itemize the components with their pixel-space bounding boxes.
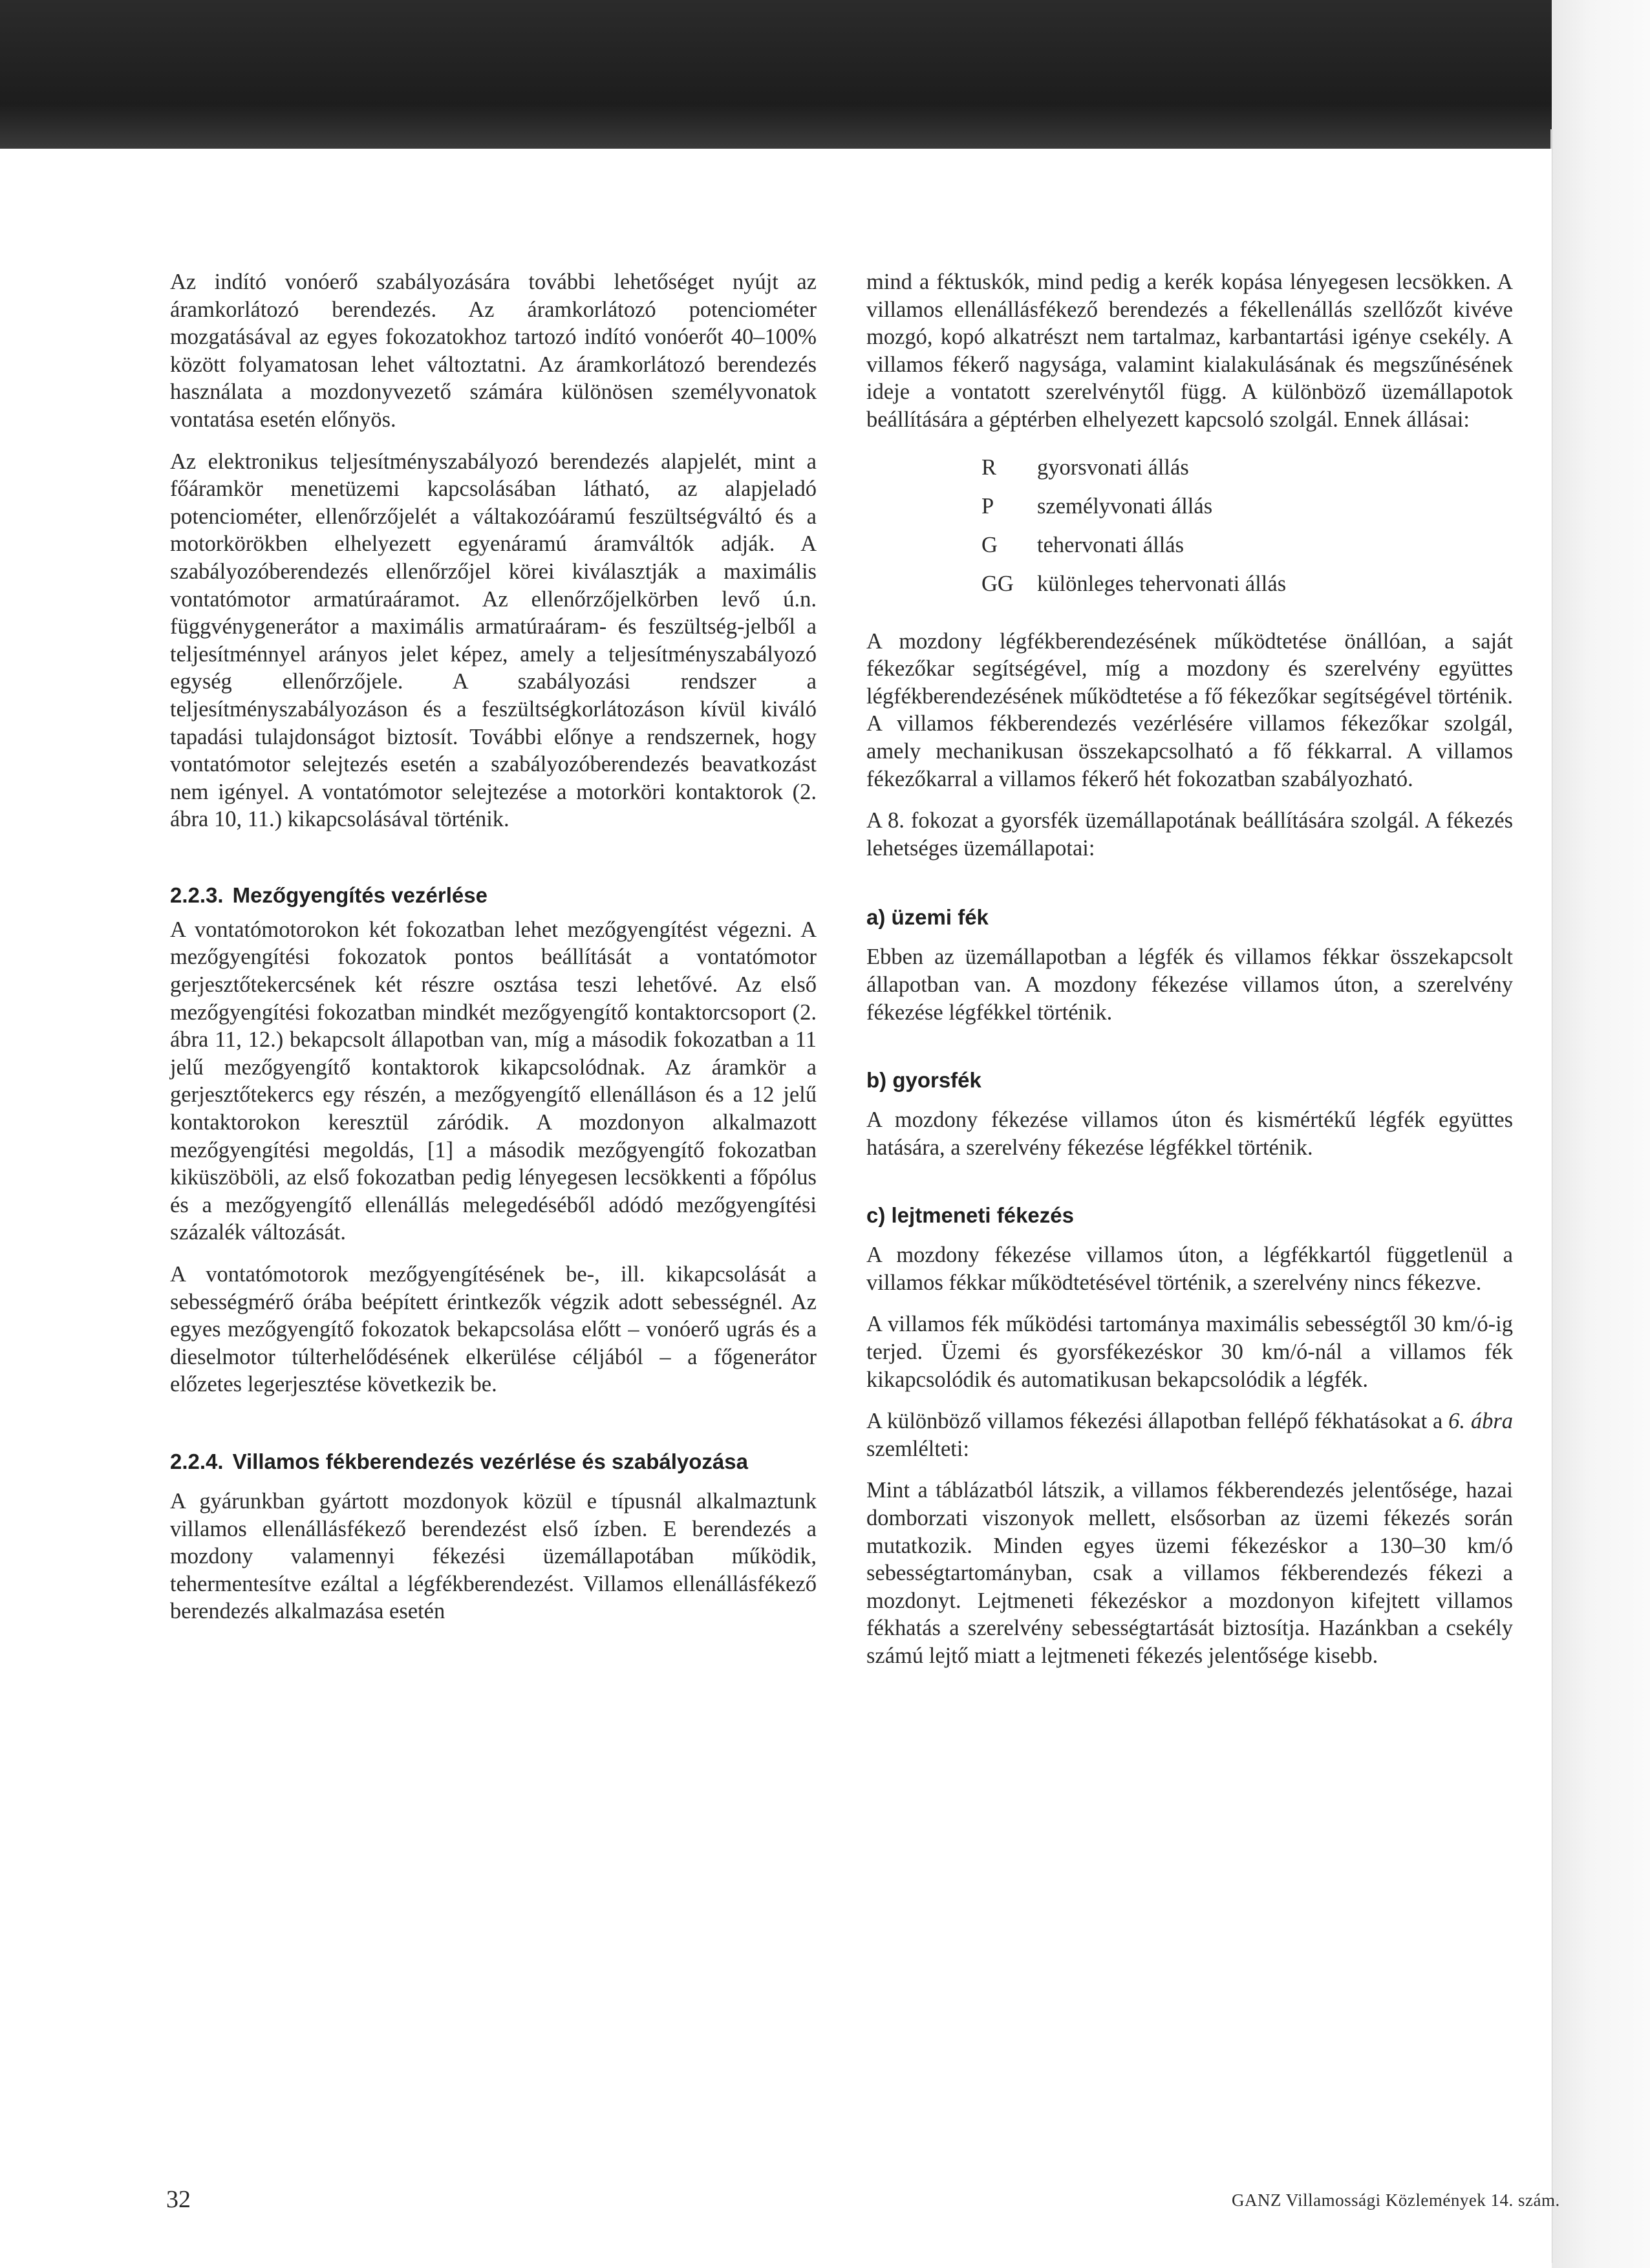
- section-heading-2-2-3: [170, 881, 817, 910]
- position-code: R: [981, 455, 997, 480]
- page-number: 32: [166, 2186, 191, 2213]
- list-item: [981, 487, 1513, 526]
- position-label: különleges tehervonati állás: [1037, 571, 1287, 596]
- publication-footer: GANZ Villamossági Közlemények 14. szám.: [1232, 2190, 1560, 2210]
- list-item: [981, 526, 1513, 564]
- figure-reference: 6. ábra: [1448, 1409, 1513, 1434]
- scan-dark-border-top: [0, 0, 1650, 149]
- paragraph: A mozdony légfékberendezésének működtetése önállóan, a saját fékezőkar segítségével, míg a mozdony és szerelvény együttes légfékberendezésének működtetése a fő fékezőkar segítségével történik. A villamos fékberendezés vezérlésére villamos fékezőkar szolgál, amely mechanikusan összekapcsolható a fő fékkarral. A villamos fékezőkarral a villamos fékerő hét fokozatban szabályozható.: [866, 628, 1513, 791]
- paragraph: A villamos fék működési tartománya maximális sebességtől 30 km/ó-ig terjed. Üzemi és gyorsfékezéskor 30 km/ó-nál a villamos fék kikapcsolódik és automatikusan bekapcsolódik a légfék.: [866, 1312, 1513, 1392]
- paragraph: A gyárunkban gyártott mozdonyok közül e típusnál alkalmaztunk villamos ellenállásfékező berendezést első ízben. E berendezés a mozdony valamennyi fékezési üzemállapotában működik, tehermentesítve ezáltal a légfékberendezést. Villamos ellenállásfékező berendezés alkalmazása esetén: [170, 1488, 817, 1624]
- subheading-lejtmeneti-fekezes: c) lejtmeneti fékezés: [866, 1203, 1074, 1228]
- left-column: [170, 268, 817, 1640]
- section-number: 2.2.3.: [170, 883, 224, 907]
- position-code: G: [981, 532, 998, 557]
- section-title: Mezőgyengítés vezérlése: [232, 883, 488, 907]
- paragraph: A 8. fokozat a gyorsfék üzemállapotának beállítására szolgál. A fékezés lehetséges üzemállapotai:: [866, 808, 1513, 861]
- section-title: Villamos fékberendezés vezérlése és szabályozása: [232, 1449, 748, 1473]
- position-label: személyvonati állás: [1037, 493, 1213, 519]
- paragraph: Az indító vonóerő szabályozására további lehetőséget nyújt az áramkorlátozó berendezés. Az áramkorlátozó potenciométer mozgatásával az egyes fokozatokhoz tartozó indító vonóerőt 40–100% között folyamatosan lehet változtatni. Az áramkorlátozó berendezés használata a mozdonyvezető számára különösen személyvonatok vontatása esetén előnyös.: [170, 270, 817, 432]
- subheading-gyorsfek: b) gyorsfék: [866, 1068, 981, 1093]
- paragraph-text: A különböző villamos fékezési állapotban fellépő fékhatásokat a: [866, 1409, 1449, 1434]
- paragraph: A vontatómotorokon két fokozatban lehet mezőgyengítést végezni. A mezőgyengítési fokozatok pontos beállítását a vontatómotor gerjesztőtekercsének két részre osztása teszi lehetővé. Az első mezőgyengítési fokozatban mindkét mezőgyengítő kontaktorcsoport (2. ábra 11, 12.) bekapcsolt állapotban van, míg a második fokozatban a 11 jelű mezőgyengítő kontaktorok kikapcsolódnak. Az áramkör a gerjesztőtekercs egy részén, a mezőgyengítő ellenálláson és a 12 jelű kontaktorokon keresztül záródik. A mozdonyon alkalmazott mezőgyengítési megoldás, [1] a második mezőgyengítő fokozatban kiküszöböli, az első fokozatban pedig lényegesen lecsökkenti a főpólus és a mezőgyengítő ellenállás melegedéséből adódó mezőgyengítési százalék változását.: [170, 917, 817, 1245]
- list-item: [981, 448, 1513, 487]
- paragraph: A mozdony fékezése villamos úton és kismértékű légfék együttes hatására, a szerelvény fékezése légfékkel történik.: [866, 1107, 1513, 1160]
- paragraph: A vontatómotorok mezőgyengítésének be-, ill. kikapcsolását a sebességmérő órába beépített érintkezők végzik adott sebességnél. Az egyes mezőgyengítő fokozatok bekapcsolása előtt – vonóerő ugrás és a dieselmotor túlterhelődésének elkerülése céljából – a főgenerátor előzetes legerjesztése következik be.: [170, 1262, 817, 1397]
- switch-positions-list: [981, 448, 1513, 603]
- position-label: gyorsvonati állás: [1037, 455, 1189, 480]
- scan-next-page-edge: [1552, 0, 1650, 2268]
- paragraph: Az elektronikus teljesítményszabályozó berendezés alapjelét, mint a főáramkör menetüzemi kapcsolásában látható, az alapjeladó potenciométer, ellenőrzőjelét a váltakozóáramú feszültségváltó és a motorkörökben elhelyezett egyenáramú áramváltók adják. A szabályozóberendezés ellenőrzőjel körei kiválasztják a maximális vontatómotor armatúraáramot. Az ellenőrzőjelkörben levő ú.n. függvénygenerátor a maximális armatúraáram- és feszültség-jelből a teljesítménnyel arányos jelet képez, amely a teljesítményszabályozó egység ellenőrzőjele. A szabályozási rendszer a teljesítményszabályozáson és a feszültségkorlátozáson kívül kiváló tapadási tulajdonságot biztosít. További előnye a rendszernek, hogy vontatómotor selejtezés esetén a szabályozóberendezés beavatkozást nem igényel. A vontatómotor selejtezése a motorköri kontaktorok (2. ábra 10, 11.) kikapcsolásával történik.: [170, 449, 817, 832]
- paragraph: mind a féktuskók, mind pedig a kerék kopása lényegesen lecsökken. A villamos ellenállásfékező berendezés a fékellenállás szellőzőt kivéve mozgó, kopó alkatrészt nem tartalmaz, karbantartási igénye csekély. A villamos fékerő nagysága, valamint kialakulásának és megszűnésének ideje a vontatott szerelvénytől függ. A különböző üzemállapotok beállítására a géptérben elhelyezett kapcsoló szolgál. Ennek állásai:: [866, 270, 1513, 432]
- right-column: [866, 268, 1513, 1684]
- paragraph: [866, 1407, 1513, 1462]
- paragraph: Mint a táblázatból látszik, a villamos fékberendezés jelentősége, hazai domborzati viszonyok mellett, elsősorban az üzemi fékezés során mutatkozik. Minden egyes üzemi fékezéskor a 130–30 km/ó sebességtartományban, csak a villamos fékberendezés fékezi a mozdonyt. Lejtmeneti fékezéskor a mozdonyon kifejtett villamos fékhatás a szerelvény sebességtartását biztosítja. Hazánkban a csekély számú lejtő miatt a lejtmeneti fékezés jelentősége kisebb.: [866, 1478, 1513, 1668]
- list-item: [981, 564, 1513, 603]
- position-label: tehervonati állás: [1037, 532, 1184, 557]
- subheading-uzemi-fek: a) üzemi fék: [866, 905, 989, 930]
- section-heading-2-2-4: [170, 1448, 817, 1476]
- paragraph: A mozdony fékezése villamos úton, a légfékkartól függetlenül a villamos fékkar működtetésével történik, a szerelvény nincs fékezve.: [866, 1243, 1513, 1295]
- section-number: 2.2.4.: [170, 1449, 224, 1473]
- paragraph: Ebben az üzemállapotban a légfék és villamos fékkar összekapcsolt állapotban van. A mozdony fékezése villamos úton, a szerelvény fékezése légfékkel történik.: [866, 945, 1513, 1025]
- position-code: GG: [981, 571, 1014, 596]
- position-code: P: [981, 493, 994, 519]
- paragraph-text: szemlélteti:: [866, 1436, 970, 1461]
